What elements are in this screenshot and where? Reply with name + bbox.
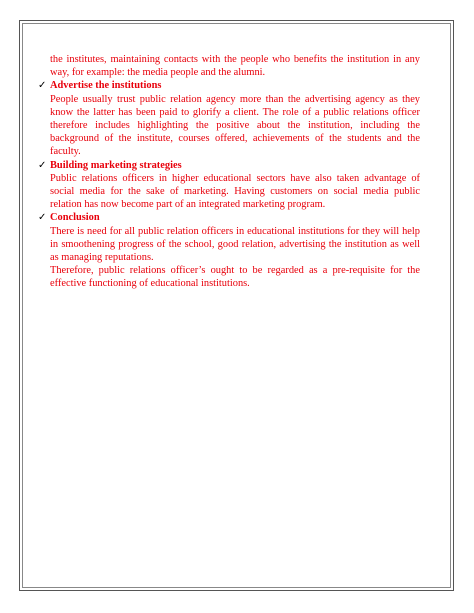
checkmark-icon: ✓ <box>38 80 47 92</box>
document-body <box>38 53 420 291</box>
checkmark-icon: ✓ <box>38 212 47 224</box>
heading-label: Conclusion <box>50 212 100 224</box>
heading-label: Building marketing strategies <box>50 159 182 171</box>
section-paragraph: There is need for all public relation officers in educational institutions for they will help in smoothening progress of the school, good relation, advertising the institution as well as managing reputations. <box>50 225 420 263</box>
section-conclusion <box>38 211 420 290</box>
intro-paragraph: the institutes, maintaining contacts with the people who benefits the institution in any way, for example: the media people and the alumni. <box>50 54 420 79</box>
section-paragraph: People usually trust public relation agency more than the advertising agency as they know the latter has been paid to glorify a client. The role of a public relations officer therefore includes highlighting the positive about the institution, including the background of the institute, courses offered, achievements of the students and the faculty. <box>50 93 420 158</box>
heading-label: Advertise the institutions <box>50 80 162 92</box>
section-heading <box>38 159 420 172</box>
section-marketing <box>38 159 420 212</box>
section-heading <box>38 79 420 92</box>
section-paragraph: Public relations officers in higher educational sectors have also taken advantage of social media for the sake of marketing. Having customers on social media public relation has now become part of an integrated marketing program. <box>50 172 420 211</box>
section-advertise <box>38 79 420 158</box>
section-heading <box>38 211 420 224</box>
checkmark-icon: ✓ <box>38 159 47 171</box>
section-paragraph: Therefore, public relations officer’s ought to be regarded as a pre-requisite for the effective functioning of educational institutions. <box>50 265 420 290</box>
